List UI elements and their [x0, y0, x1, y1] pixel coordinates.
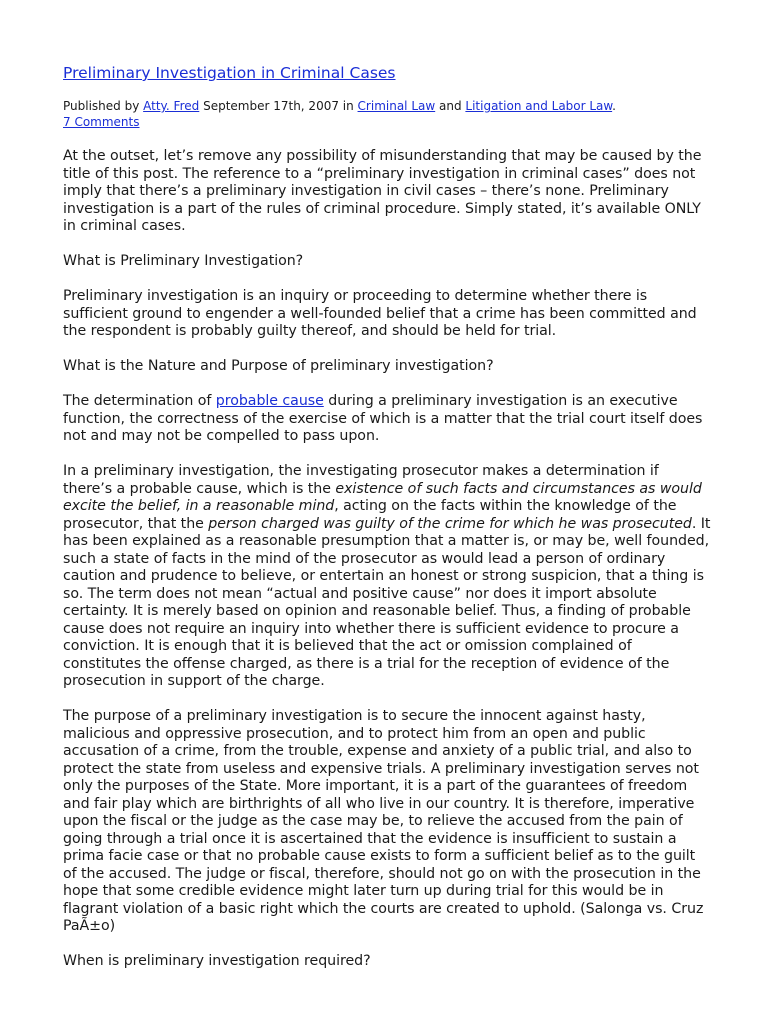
- meta-period: .: [612, 99, 616, 113]
- published-by-label: Published by: [63, 99, 144, 113]
- post-title: [63, 62, 711, 84]
- paragraph-prosecutor-determination: [63, 463, 711, 691]
- p4-emphasis-1: existence of such facts and circumstances as would excite the belief, in a reasonable mind: [63, 480, 702, 514]
- p4-part2: , acting on the facts within the knowledge of the prosecutor, that the: [63, 498, 677, 532]
- heading-nature-purpose: What is the Nature and Purpose of preliminary investigation?: [63, 358, 494, 374]
- post-date: September 17th, 2007 in: [199, 99, 358, 113]
- paragraph-probable-cause: [63, 393, 711, 446]
- probable-cause-link[interactable]: probable cause: [215, 393, 324, 409]
- post-article: [63, 62, 711, 988]
- p3-before-link: The determination of: [63, 393, 216, 409]
- heading-when-required: When is preliminary investigation required?: [63, 953, 371, 969]
- heading-what-is-pi: What is Preliminary Investigation?: [63, 253, 304, 269]
- post-meta: [63, 98, 711, 130]
- paragraph-definition: Preliminary investigation is an inquiry or proceeding to determine whether there is sufficient ground to engender a well-founded belief that a crime has been committed and the respondent is probably guilty thereof, and should be held for trial.: [63, 288, 697, 339]
- p3-after-link: during a preliminary investigation is an executive function, the correctness of the exercise of which is a matter that the trial court itself does not and may not be compelled to pass upon.: [63, 393, 703, 444]
- category-link-criminal-law[interactable]: Criminal Law: [357, 99, 436, 113]
- post-body: [63, 148, 711, 971]
- comments-link[interactable]: 7 Comments: [63, 115, 140, 129]
- p4-part3: . It has been explained as a reasonable presumption that a matter is, or may be, well founded, such a state of facts in the mind of the prosecutor as would lead a person of ordinary caution and prudence to believe, or entertain an honest or strong suspicion, that a thing is so. The term does not mean “actual and positive cause” nor does it import absolute certainty. It is merely based on opinion and reasonable belief. Thus, a finding of probable cause does not require an inquiry into whether there is sufficient evidence to procure a conviction. It is enough that it is believed that the act or omission complained of constitutes the offense charged, as there is a trial for the reception of evidence of the prosecution in support of the charge.: [63, 515, 711, 689]
- meta-and-text: and: [435, 99, 466, 113]
- post-title-link[interactable]: Preliminary Investigation in Criminal Cases: [63, 64, 396, 82]
- paragraph-intro: At the outset, let’s remove any possibility of misunderstanding that may be caused by the title of this post. The reference to a “preliminary investigation in criminal cases” does not imply that there’s a preliminary investigation in civil cases – there’s none. Preliminary investigation is a part of the rules of criminal procedure. Simply stated, it’s available ONLY in criminal cases.: [63, 148, 702, 234]
- paragraph-purpose: The purpose of a preliminary investigation is to secure the innocent against hasty, malicious and oppressive prosecution, and to protect him from an open and public accusation of a crime, from the trouble, expense and anxiety of a public trial, and also to protect the state from useless and expensive trials. A preliminary investigation serves not only the purposes of the State. More important, it is a part of the guarantees of freedom and fair play which are birthrights of all who live in our country. It is therefore, imperative upon the fiscal or the judge as the case may be, to relieve the accused from the pain of going through a trial once it is ascertained that the evidence is insufficient to sustain a prima facie case or that no probable cause exists to form a sufficient belief as to the guilt of the accused. The judge or fiscal, therefore, should not go on with the prosecution in the hope that some credible evidence might later turn up during trial for this would be in flagrant violation of a basic right which the courts are created to uphold. (Salonga vs. Cruz PaÃ±o): [63, 708, 704, 934]
- category-link-litigation[interactable]: Litigation and Labor Law: [465, 99, 613, 113]
- p4-part1: In a preliminary investigation, the investigating prosecutor makes a determination if there’s a probable cause, which is the: [63, 463, 659, 497]
- author-link[interactable]: Atty. Fred: [143, 99, 200, 113]
- p4-emphasis-2: person charged was guilty of the crime for which he was prosecuted: [208, 515, 692, 532]
